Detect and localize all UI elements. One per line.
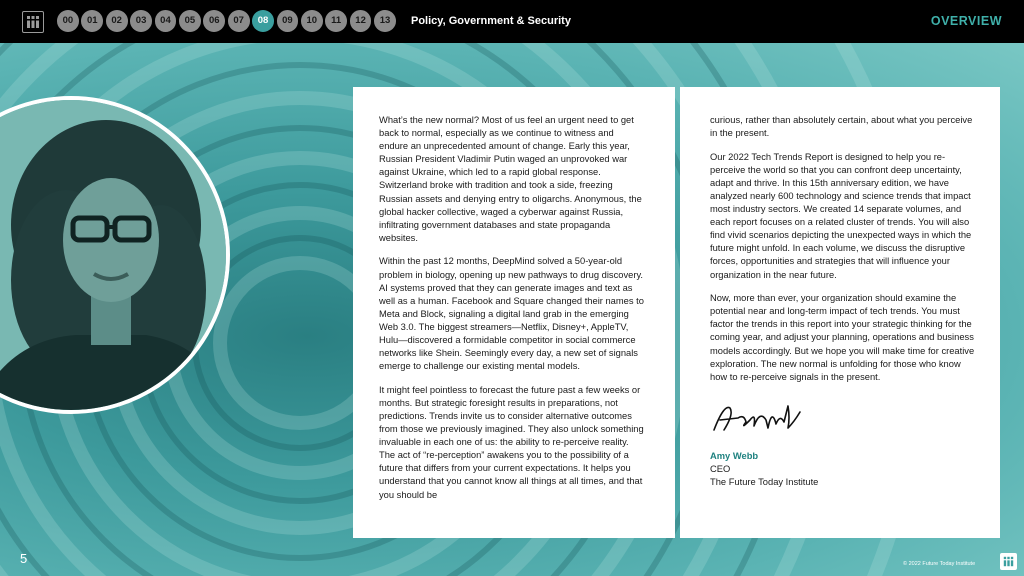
right-column <box>710 114 980 489</box>
chapter-chip[interactable]: 00 <box>57 10 79 32</box>
chapter-chip-active[interactable]: 08 <box>252 10 274 32</box>
author-organization: The Future Today Institute <box>710 477 819 488</box>
copyright-notice: © 2022 Future Today Institute <box>903 561 976 567</box>
paragraph: Now, more than ever, your organization should examine the potential near and long-term impact of tech trends. You must factor the trends in this report into your strategic thinking for the coming year, and adjust your planning, operations and business models accordingly. But we hope you will make time for creative exploration. The new normal is unfolding for those who know how to re-perceive signals in the present. <box>710 293 975 382</box>
top-navigation-bar <box>0 0 1024 43</box>
chapter-chip[interactable]: 07 <box>228 10 250 32</box>
chapter-chip[interactable]: 10 <box>301 10 323 32</box>
paragraph: It might feel pointless to forecast the future past a few weeks or months. But strategic foresight results in preparations, not predictions. Trends invite us to consider alternative outcomes from those we previously imagined. They also unlock something invaluable in each one of us: the ability to re-perceive reality. The act of “re-perception” awakens you to the possibility of a future that differs from your current expectations. It helps you understand that you cannot know all things at all times, and that you should be <box>379 384 644 500</box>
chapter-chip[interactable]: 09 <box>277 10 299 32</box>
chapter-chip[interactable]: 03 <box>130 10 152 32</box>
chapter-chip[interactable]: 01 <box>81 10 103 32</box>
fti-logo-icon[interactable] <box>1000 553 1017 570</box>
page-number: 5 <box>20 551 28 566</box>
chapter-chip[interactable]: 04 <box>155 10 177 32</box>
overview-link[interactable]: OVERVIEW <box>930 14 1002 28</box>
paragraph: What’s the new normal? Most of us feel an urgent need to get back to normal, especially as we continue to witness and endure an unprecedented amount of change. Early this year, Russian President Vladimir Putin waged an unprovoked war against Ukraine, which led to a rapid global response. Switzerland broke with tradition and took a side, freezing Russian assets and denying entry to oligarchs. Anonymous, the global hacker collective, waged a cyberwar against Russia, infiltrating government databases and state propaganda websites. <box>379 115 642 243</box>
right-text-page <box>680 87 1000 538</box>
chapter-navigation <box>57 10 396 32</box>
paragraph: Our 2022 Tech Trends Report is designed to help you re-perceive the world so that you can confront deep uncertainty, adapt and thrive. In this 15th anniversary edition, we have analyzed nearly 600 technology and science trends that impact most industry sectors. We created 14 separate volumes, and each report focuses on a related cluster of trends. You will also find vivid scenarios depicting the unexpected ways in which the future might unfold. In each volume, we discuss the disruptive forces, opportunities and strategies that will influence your organization in the near future. <box>710 151 972 280</box>
chapter-chip[interactable]: 05 <box>179 10 201 32</box>
paragraph: curious, rather than absolutely certain, about what you perceive in the present. <box>710 115 973 139</box>
chapter-chip[interactable]: 06 <box>203 10 225 32</box>
author-name: Amy Webb <box>710 451 759 462</box>
signature-image <box>710 400 806 438</box>
chapter-chip[interactable]: 11 <box>325 10 347 32</box>
author-title: CEO <box>710 464 731 475</box>
left-column <box>379 114 645 512</box>
chapter-chip[interactable]: 12 <box>350 10 372 32</box>
paragraph: Within the past 12 months, DeepMind solved a 50-year-old problem in biology, opening up new pathways to drug discovery. AI systems proved that they can generate images and text as well as a human. Facebook and Square changed their names to Meta and Block, signaling a digital land grab in the emerging Web 3.0. The biggest streamers—Netflix, Disney+, AppleTV, Hulu—discovered a formidable competitor in social commerce networks like Shein. Seemingly every day, a new set of signals emerge to challenge our existing mental models. <box>379 256 644 372</box>
left-text-page <box>353 87 675 538</box>
section-title: Policy, Government & Security <box>411 15 571 27</box>
fti-logo-icon[interactable] <box>22 11 44 33</box>
chapter-chip[interactable]: 13 <box>374 10 396 32</box>
chapter-chip[interactable]: 02 <box>106 10 128 32</box>
